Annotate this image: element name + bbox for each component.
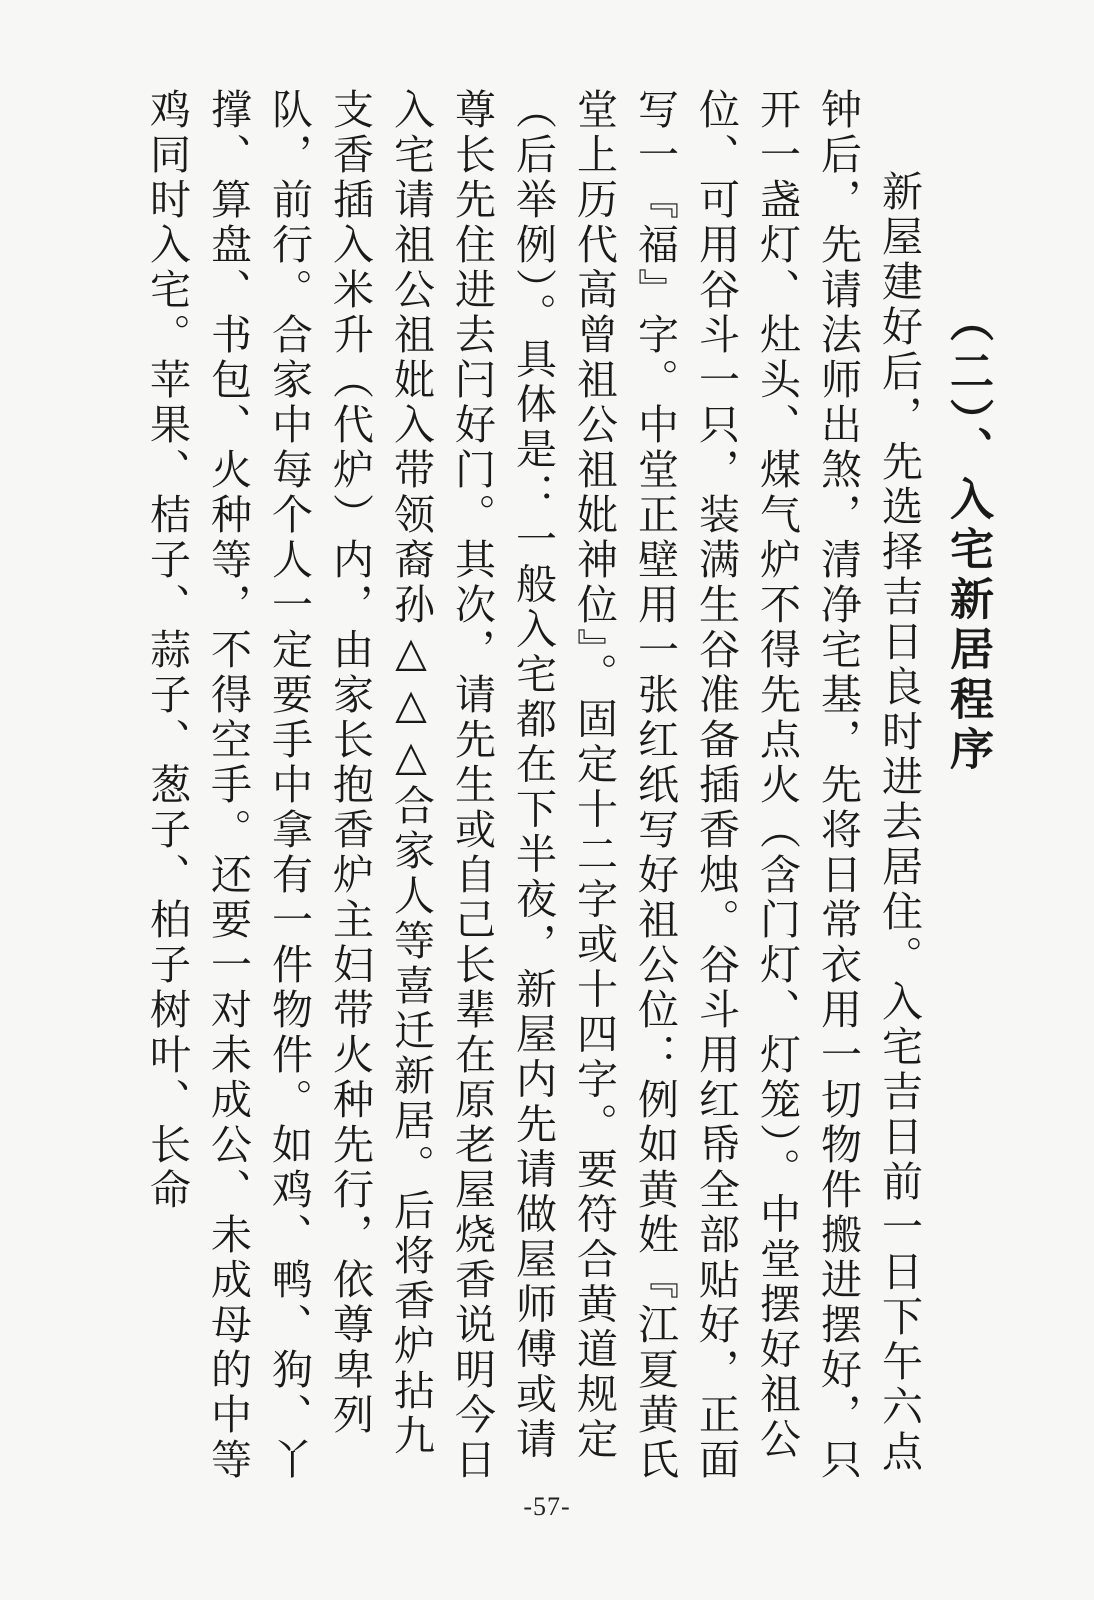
page-number: -57- <box>523 1492 571 1521</box>
vertical-text-block <box>136 88 998 1488</box>
section-heading: （二）、入宅新居程序 <box>942 298 993 776</box>
body-paragraph: 新屋建好后，先选择吉日良时进去居住。入宅吉日前一日下午六点钟后，先请法师出煞，清净宅基，先将日常衣用一切物件搬进摆好，只开一盏灯、灶头、煤气炉不得先点火（含门灯、灯笼）。中堂摆好祖公位、可用谷斗一只，装满生谷准备插香烛。谷斗用红帋全部贴好，正面写一『福』字。中堂正壁用一张红纸写好祖公位：例如黄姓『江夏黄氏堂上历代高曾祖公祖妣神位』。固定十二字或十四字。要符合黄道规定（后举例）。具体是：一般入宅都在下半夜，新屋内先请做屋师傅或请尊长先住进去闩好门。其次，请先生或自己长辈在原老屋烧香说明今日入宅请祖公祖妣入带领裔孙△△△合家人等喜迁新居。后将香炉拈九支香插入米升（代炉）内，由家长抱香炉主妇带火种先行，依尊卑列队，前行。合家中每个人一定要手中拿有一件物件。如鸡、鸭、狗、丫撑、算盘、书包、火种等，不得空手。还要一对未成公、未成母的中等鸡同时入宅。苹果、桔子、蒜子、葱子、柏子树叶、长命 <box>143 88 923 1483</box>
